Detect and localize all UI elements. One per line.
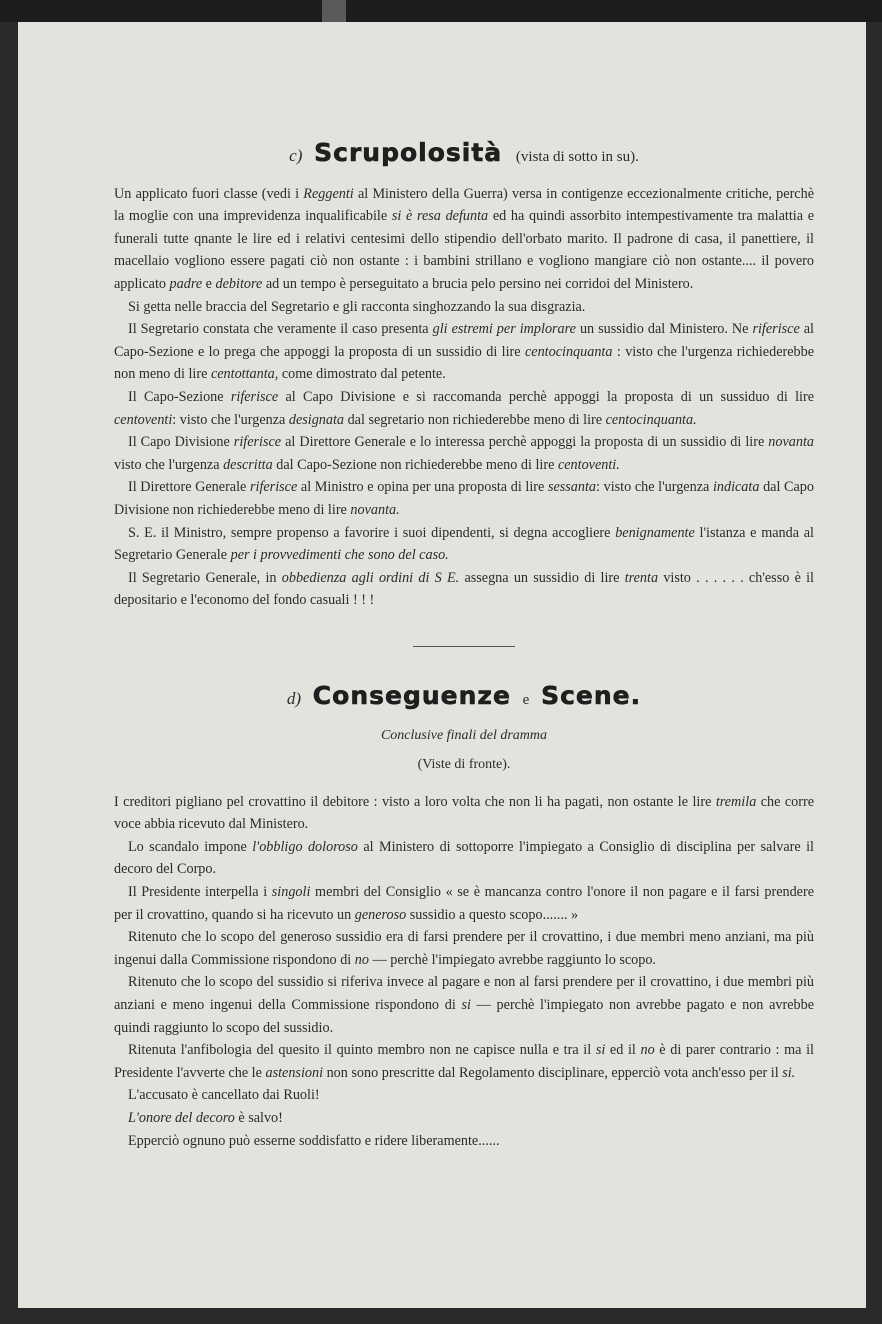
section-c-heading	[114, 138, 814, 169]
italic-text: L'onore del decoro	[128, 1109, 235, 1126]
italic-text: indicata	[712, 479, 760, 496]
text-run: — perchè l'impiegato non avrebbe pagato e non avrebbe quindi raggiunto lo scopo del sussidio.	[114, 997, 815, 1036]
section-c-subtitle: (vista di sotto in su).	[515, 149, 639, 165]
text-run: ed il	[605, 1042, 641, 1059]
paragraph	[114, 1107, 814, 1130]
text-run: ed ha quindi assorbito intempestivamente tra malattia e funerali tutte qnante le lire ed i relativi centesimi dello stipendio dell'orbato marito. Il padrone di casa, il panettiere, il macellaio vogliono essere pagati ciò non ostante : i bambini strillano e vogliono mangiare ciò non ostante.... il povero applicato	[114, 208, 814, 292]
text-run: Ritenuta l'anfibologia del quesito il quinto membro non ne capisce nulla e tra il	[128, 1042, 596, 1059]
text-run: è salvo!	[234, 1109, 283, 1126]
paragraph	[114, 971, 814, 1039]
text-run: : visto che l'urgenza richiederebbe non meno di lire	[114, 343, 814, 383]
section-d-title-1: Conseguenze	[312, 680, 511, 710]
scan-top-edge	[0, 0, 882, 22]
italic-text: obbedienza agli ordini di S E.	[281, 569, 460, 586]
italic-text: sessanta	[547, 479, 597, 496]
text-run: che corre voce abbia ricevuto dal Ministero.	[114, 793, 814, 833]
paragraph	[114, 296, 814, 319]
paragraph	[114, 791, 814, 836]
italic-text: singoli	[271, 884, 311, 901]
text-run: Ritenuto che lo scopo del sussidio si riferiva invece al pagare e non al farsi prendere per il crovattino, i due membri più anziani e meno ingenui della Commissione rispondono di	[114, 974, 814, 1013]
paragraph	[114, 836, 814, 881]
text-run: — perchè l'impiegato avrebbe raggiunto lo scopo.	[368, 951, 656, 968]
section-d-heading	[114, 680, 814, 712]
section-d-subtitle-italic: Conclusive finali del dramma	[380, 728, 548, 744]
text-run: I creditori pigliano pel crovattino il debitore : visto a loro volta che non li ha pagati, non ostante le lire	[114, 793, 716, 810]
paragraph	[114, 926, 814, 971]
text-run: Epperciò ognuno può esserne soddisfatto e ridere liberamente......	[128, 1132, 500, 1149]
italic-text: riferisce	[230, 388, 279, 405]
text-run: Il Segretario Generale, in	[128, 569, 282, 586]
italic-text: debitore	[215, 275, 263, 292]
paragraph	[114, 183, 814, 296]
italic-text: l'obbligo doloroso	[252, 838, 358, 855]
section-d-body	[114, 791, 814, 1153]
text-run: al Ministero della Guerra) versa in contigenze eccezionalmente critiche, perchè la moglie con una imprevidenza inqualificabile	[114, 185, 814, 225]
italic-text: centocinquanta.	[605, 411, 697, 428]
text-run: ad un tempo è perseguitato a brucia pelo persino nei corridoi del Ministero.	[262, 275, 694, 292]
paragraph	[114, 1039, 814, 1084]
paragraph	[114, 522, 814, 567]
text-run: dal Capo-Sezione non richiederebbe meno di lire	[272, 456, 558, 473]
text-run: al Direttore Generale e lo interessa perchè appoggi la proposta di un sussidio di lire	[281, 434, 769, 451]
section-c-title: Scrupolosità	[314, 138, 503, 167]
italic-text: centoventi.	[557, 456, 620, 473]
italic-text: novanta.	[350, 501, 400, 518]
italic-text: no	[354, 951, 369, 968]
italic-text: benignamente	[615, 524, 695, 541]
italic-text: designata	[288, 411, 345, 428]
italic-text: gli estremi per implorare	[432, 321, 576, 338]
italic-text: per i provvedimenti che sono del caso.	[230, 547, 449, 564]
paragraph	[114, 476, 814, 521]
text-run: Il Direttore Generale	[128, 479, 250, 496]
text-run: non sono prescritte dal Regolamento disciplinare, epperciò vota anch'esso per il	[323, 1064, 783, 1081]
italic-text: Reggenti	[303, 185, 354, 202]
text-run: Il Capo Divisione	[128, 434, 234, 451]
italic-text: padre	[169, 275, 203, 292]
text-run: dal segretario non richiederebbe meno di lire	[344, 411, 606, 428]
text-run: assegna un sussidio di lire	[459, 569, 625, 586]
text-run: Il Capo-Sezione	[128, 388, 231, 405]
text-run: Il Presidente interpella i	[128, 884, 272, 901]
italic-text: si	[595, 1042, 606, 1059]
paragraph	[114, 386, 814, 431]
text-run: sussidio a questo scopo....... »	[406, 906, 579, 923]
text-run: Ritenuto che lo scopo del generoso sussidio era di farsi prendere per il crovattino, i due membri meno anziani, ma più ingenui dalla Commissione rispondono di	[114, 929, 814, 968]
text-run: : visto che l'urgenza	[172, 411, 289, 428]
section-c-letter: c)	[289, 146, 303, 165]
italic-text: novanta	[768, 434, 814, 451]
text-run: è di parer contrario : ma il Presidente l'avverte che le	[114, 1042, 814, 1081]
text-run: L'accusato è cancellato dai Ruoli!	[128, 1087, 320, 1104]
text-run: membri del Consiglio « se è mancanza contro l'onore il non pagare e il farsi prendere per il crovattino, quando si ha ricevuto un	[114, 884, 814, 923]
paragraph	[114, 1084, 814, 1107]
text-run: visto . . . . . . ch'esso è il depositario e l'economo del fondo casuali ! ! !	[114, 569, 814, 609]
italic-text: si.	[782, 1064, 796, 1081]
section-d-subtitle: (Viste di fronte).	[417, 757, 511, 773]
italic-text: generoso	[354, 906, 407, 923]
text-run: dal Capo Divisione non richiederebbe meno di lire	[114, 479, 814, 518]
paragraph	[114, 318, 814, 386]
italic-text: centottanta,	[210, 366, 279, 383]
text-run: al Ministero di sottoporre l'impiegato a Consiglio di disciplina per salvare il decoro del Corpo.	[114, 838, 815, 878]
italic-text: si	[461, 997, 471, 1013]
section-divider	[413, 646, 515, 647]
italic-text: riferisce	[233, 434, 282, 451]
italic-text: tremila	[715, 793, 757, 810]
italic-text: riferisce	[752, 321, 800, 338]
binding-strip	[322, 0, 346, 22]
section-d-title-2: Scene.	[541, 680, 642, 710]
italic-text: si è resa defunta	[391, 208, 489, 225]
text-run: come dimostrato dal petente.	[278, 366, 446, 383]
text-run: un sussidio dal Ministero. Ne	[575, 321, 753, 338]
text-run: : visto che l'urgenza	[596, 479, 713, 496]
text-run: Il Segretario constata che veramente il caso presenta	[128, 321, 433, 338]
page-content	[114, 138, 815, 1152]
text-run: Lo scandalo impone	[128, 838, 253, 855]
document-page	[18, 22, 866, 1308]
text-run: al Capo-Sezione e lo prega che appoggi la proposta di un sussidio di lire	[114, 321, 814, 360]
italic-text: no	[640, 1042, 655, 1059]
italic-text: centoventi	[114, 411, 173, 428]
section-d-conjunction: e	[522, 691, 530, 708]
paragraph	[114, 567, 814, 612]
text-run: visto che l'urgenza	[114, 456, 224, 473]
text-run: al Ministro e opina per una proposta di lire	[297, 479, 548, 496]
paragraph	[114, 1130, 814, 1153]
section-d-letter: d)	[286, 688, 302, 708]
italic-text: centocinquanta	[524, 343, 613, 360]
text-run: Un applicato fuori classe (vedi i	[114, 185, 304, 202]
text-run: e	[202, 275, 216, 292]
italic-text: astensioni	[265, 1064, 324, 1081]
text-run: Si getta nelle braccia del Segretario e gli racconta singhozzando la sua disgrazia.	[128, 298, 586, 315]
paragraph	[114, 431, 814, 476]
text-run: l'istanza e manda al Segretario Generale	[114, 524, 814, 564]
italic-text: riferisce	[249, 479, 298, 496]
text-run: S. E. il Ministro, sempre propenso a favorire i suoi dipendenti, si degna accogliere	[128, 524, 616, 541]
section-c-body	[114, 183, 814, 612]
paragraph	[114, 881, 814, 926]
italic-text: trenta	[624, 569, 659, 586]
text-run: al Capo Divisione e si raccomanda perchè appoggi la proposta di un sussiduo di lire	[278, 388, 814, 405]
italic-text: descritta	[223, 456, 273, 473]
